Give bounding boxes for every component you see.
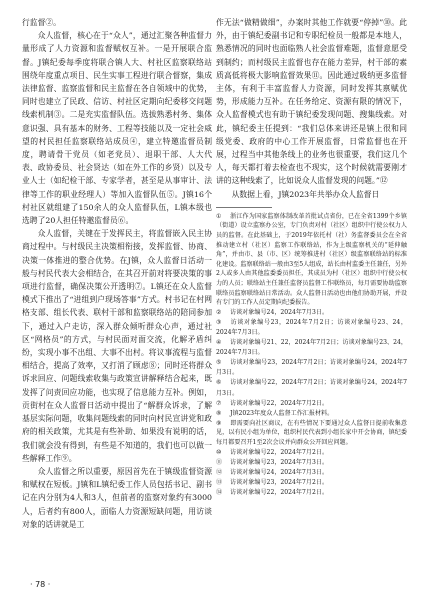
footnote-mark: ⑩	[216, 448, 222, 456]
footnote-mark: ⑦	[216, 399, 222, 407]
footnote	[216, 478, 407, 488]
paragraph: 众人监督，核心在于“众人”，通过汇聚各种监督力量形成了人力资源和监督赋权互补。一是开展联合监督。J镇纪委每季度将联合镇人大、村社区监察联络站围绕年度重点项目、民生实事工程进行联合督察，集成法律监督、监察监督和民主监督在各自领域中的优势，同时也建立了民政、信访、村社区定期向纪委移交问题线索机制③。二是充实监督队伍。选拔熟悉村务、集体意识强、具有基本的财务、工程等技能以及一定社会威望的村民担任监察联络站成员④，建立特邀监督员制度，聘请骨干党员（如老党员）、退职干部、人大代表、政协委员、社会贤达（如在外工作的乡贤）以及专业人士（如纪检干部、专家学者，甚至是从事审计、法律等工作的职业经理人）等加入监督队伍⑤。J镇16个村社区就组建了150余人的众人监督队伍，L镇本级也选聘了20人担任特邀监督员⑥。	[22, 31, 212, 226]
paragraph: 作无法“做精做细”，办案时其他工作就要“停掉”⑩。此外，由于镇纪委副书记和专职纪检员一般都是本地人，熟悉情况的同时也面临熟人社会监督难题，监督意愿受到制约；而村级民主监督也存在能力差异，村干部的素质高低将极大影响监督效果⑪。因此通过吸纳更多监督主体，有利于丰富监督人力资源，同时发挥其禀赋优势，形成能力互补。在任务给定、资源有限的情况下，众人监督模式也有助于镇纪委发现问题、搜集线索。对此，镇纪委主任提到：“我们总体来讲还是镇上很和同级党委、政府的中心工作开展监督，日常监督也在开展，过程当中其他条线上的业务也很重要，我们这几个人，每天都打着去检查也不现实，这个时候就需要刚才讲的这种线索了，比如说众人监督发现的问题。”⑫	[216, 18, 407, 186]
footnote-mark: ①	[216, 212, 222, 220]
footnote-mark: ⑪	[216, 458, 223, 466]
footnote-text: 浙江作为国家监察体制改革首批试点省份，已在全省1399个乡镇（街道）设立监察办公室，专门负责对村（社区）组织中行使公权力人员的监督。在此基础上，于2019年依托村（社）务监督委员会在全省推动建立村（社区）监察工作联络站，作为上级监察机关的“延伸触角”，并由市、县（市、区）统筹推进村（社区）级监察联络站的标准化建设。监察联络站一般由3至5人组成，站长由村监委主任兼任，另外2人或多人由其他监委委员担任，其成员为村（社区）组织中行使公权力的人员；联络站主任兼任监督员监督工作联络员，每月需要协助监察联络员监察联络站日常活动。众人监督日活动也由他们协助开展，并设有专门的工作人员定期向纪委报告。	[216, 212, 407, 307]
footnote-mark: ⑫	[216, 468, 223, 476]
footnote-mark: ④	[216, 339, 222, 347]
footnotes	[216, 212, 407, 498]
footnote-mark: ⑬	[216, 478, 223, 486]
paragraph: 行监督②。	[22, 18, 61, 27]
footnote-text: 访谈对象编号23，2024年7月2日；访谈对象编号23、24，2024年7月3日。	[216, 318, 407, 336]
footnote-text: 访谈对象编号23，2024年7月2日。	[230, 478, 329, 486]
footnote-mark: ⑥	[216, 379, 222, 387]
footnote-text: 访谈对象编号22，2024年7月2日。	[230, 399, 329, 407]
paragraph: 众人监督，关键在于发挥民主，将监督嵌入民主协商过程中。与村级民主决策相衔接，发挥监督、协商、决策一体推进的整合优势。在J镇，众人监督日活动一般与村民代表大会相结合，在其召开前对将要决策的事项进行监督，确保决策公开透明⑦。L镇还在众人监督模式下推出了“进组到户现场答事”方式。村书记在村网格支部、组长代表、联村干部和监察联络站的陪同参加下，通过入户走访，深入群众倾听群众心声，通过社区“网格员”的方式，与村民面对面交流，化解矛盾纠纷，实现小事不出组、大事不出村。将议事流程与监督相结合，提高了效率，又打消了顾虑⑧；同时还将群众诉求回应、问题线索收集与政策宣讲解释结合起来，既发挥了问责回应功能，也实现了信息能力互补。例如，贡街村在众人监督日活动中提出了“解群众诉求，了解基层实际问题，收集问题线索的同时向村民宣讲党和政府的相关政策，尤其是有些补助、如果没有说明的话，我们就会没有得到，有些是不知道的，我们也可以做一些解释工作⑨。	[22, 229, 212, 463]
footnote	[216, 458, 407, 468]
footnote	[216, 409, 407, 419]
footnote-text: J镇2023年度众人监督工作汇报材料。	[230, 409, 334, 417]
footnote	[216, 358, 407, 378]
footnote	[216, 318, 407, 338]
footnote	[216, 399, 407, 409]
left-column	[22, 16, 212, 531]
footnote-divider	[216, 207, 272, 208]
footnote	[216, 378, 407, 398]
footnote-text: 访谈对象编号22，2024年7月2日；访谈对象编号24，2024年7月3日。	[216, 379, 407, 397]
footnote	[216, 308, 407, 318]
footnote-text: 即需要向社区商议，在有些情况下要通过众人监督日提前收集意见，以有民小组为单位，组织村民代表到小组长家中开会协商，镇纪委每月都要召开1至2次会议并向群众公开回应问题。	[216, 419, 407, 446]
footnote-text: 访谈对象编号24，2024年7月3日。	[230, 308, 329, 316]
footnote-mark: ⑭	[216, 488, 223, 496]
footnote	[216, 448, 407, 458]
footnote-text: 访谈对象编号24，2024年7月3日。	[230, 468, 329, 476]
footnote	[216, 419, 407, 448]
footnote-text: 访谈对象编号23，2024年7月3日。	[230, 458, 329, 466]
footnote-text: 访谈对象编号22，2024年7月2日。	[230, 488, 329, 496]
paragraph: 众人监督之所以重要，原因首先在于镇级监督资源和赋权在短板。J镇和L镇纪委工作人员包括书记、副书记在内分别为4人和3人，但前者的监察对象约有3000人，后者约有800人，面临人力资源短缺问题，用访谈对象的话讲就是工	[22, 466, 212, 529]
footnote-mark: ⑧	[216, 409, 222, 417]
page-number: · 78 ·	[30, 580, 51, 589]
footnote-text: 访谈对象编号23，2024年7月2日；访谈对象编号24，2024年7月3日。	[216, 359, 407, 377]
footnote-text: 访谈对象编号22，2024年7月2日。	[230, 448, 329, 456]
footnote-mark: ③	[216, 318, 222, 326]
footnote-mark: ⑨	[216, 419, 222, 427]
footnote-text: 访谈对象编号21、22，2024年7月2日；访谈对象编号23、24，2024年7月3日。	[216, 339, 407, 357]
paragraph: 从数据上看，J镇2023年共举办众人监督日	[231, 189, 380, 199]
footnote-mark: ⑤	[216, 359, 222, 367]
footnote	[216, 468, 407, 478]
footnote	[216, 338, 407, 358]
footnote	[216, 488, 407, 498]
right-column	[216, 16, 407, 498]
footnote	[216, 212, 407, 308]
footnote-mark: ②	[216, 308, 222, 316]
